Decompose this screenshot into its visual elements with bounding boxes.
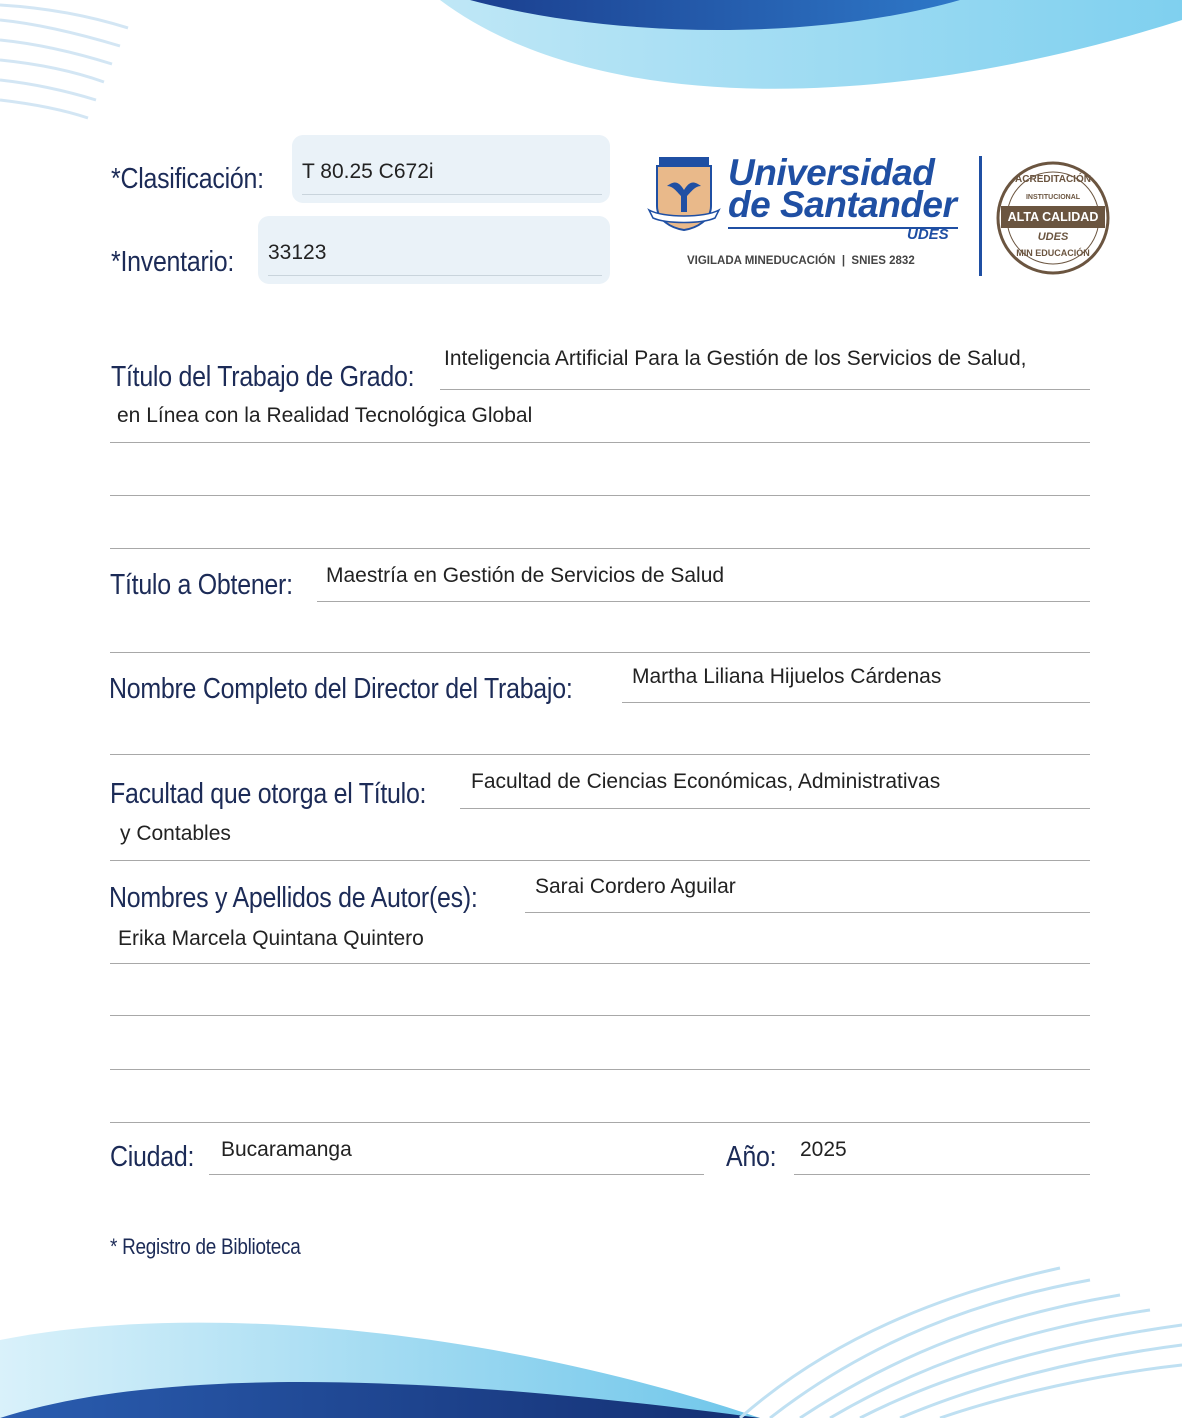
university-name-line2: de Santander xyxy=(728,184,957,225)
autores-label: Nombres y Apellidos de Autor(es): xyxy=(109,882,478,914)
inventario-field[interactable] xyxy=(258,216,610,284)
director-label: Nombre Completo del Director del Trabajo: xyxy=(109,673,573,705)
clasificacion-label: *Clasificación: xyxy=(111,163,264,195)
titulo-trabajo-label: Título del Trabajo de Grado: xyxy=(111,361,415,393)
footer-note: * Registro de Biblioteca xyxy=(110,1234,301,1259)
inventario-value: 33123 xyxy=(268,241,327,264)
facultad-line2[interactable]: y Contables xyxy=(120,822,231,845)
university-acronym: UDES xyxy=(907,226,949,243)
ciudad-label: Ciudad: xyxy=(110,1141,195,1173)
facultad-line1[interactable]: Facultad de Ciencias Económicas, Administrativas xyxy=(471,770,941,793)
autor-2[interactable]: Erika Marcela Quintana Quintero xyxy=(118,927,424,950)
titulo-trabajo-line1[interactable]: Inteligencia Artificial Para la Gestión de los Servicios de Salud, xyxy=(444,347,1027,370)
university-name-line1: Universidad xyxy=(728,152,935,193)
inventario-label: *Inventario: xyxy=(111,246,235,278)
anio-value[interactable]: 2025 xyxy=(800,1138,847,1161)
university-tagline: VIGILADA MINEDUCACIÓN | SNIES 2832 xyxy=(687,255,915,267)
seal-sub-text: INSTITUCIONAL xyxy=(1025,194,1081,201)
titulo-obtener-label: Título a Obtener: xyxy=(110,569,293,601)
ciudad-value[interactable]: Bucaramanga xyxy=(221,1138,352,1161)
seal-main-text: ALTA CALIDAD xyxy=(1007,210,1099,224)
anio-label: Año: xyxy=(726,1141,777,1173)
titulo-trabajo-line2[interactable]: en Línea con la Realidad Tecnológica Global xyxy=(117,404,533,427)
titulo-obtener-value[interactable]: Maestría en Gestión de Servicios de Salud xyxy=(326,564,725,587)
university-logo xyxy=(645,152,1115,282)
autor-1[interactable]: Sarai Cordero Aguilar xyxy=(535,875,736,898)
facultad-label: Facultad que otorga el Título: xyxy=(110,778,427,810)
accreditation-seal xyxy=(995,160,1111,276)
clasificacion-value: T 80.25 C672i xyxy=(302,160,434,183)
seal-acronym-text: UDES xyxy=(1037,231,1069,243)
clasificacion-field[interactable] xyxy=(292,135,610,203)
seal-bottom-text: MIN EDUCACIÓN xyxy=(1016,248,1090,258)
director-value[interactable]: Martha Liliana Hijuelos Cárdenas xyxy=(632,665,942,688)
seal-top-text: ACREDITACIÓN xyxy=(1015,174,1091,185)
